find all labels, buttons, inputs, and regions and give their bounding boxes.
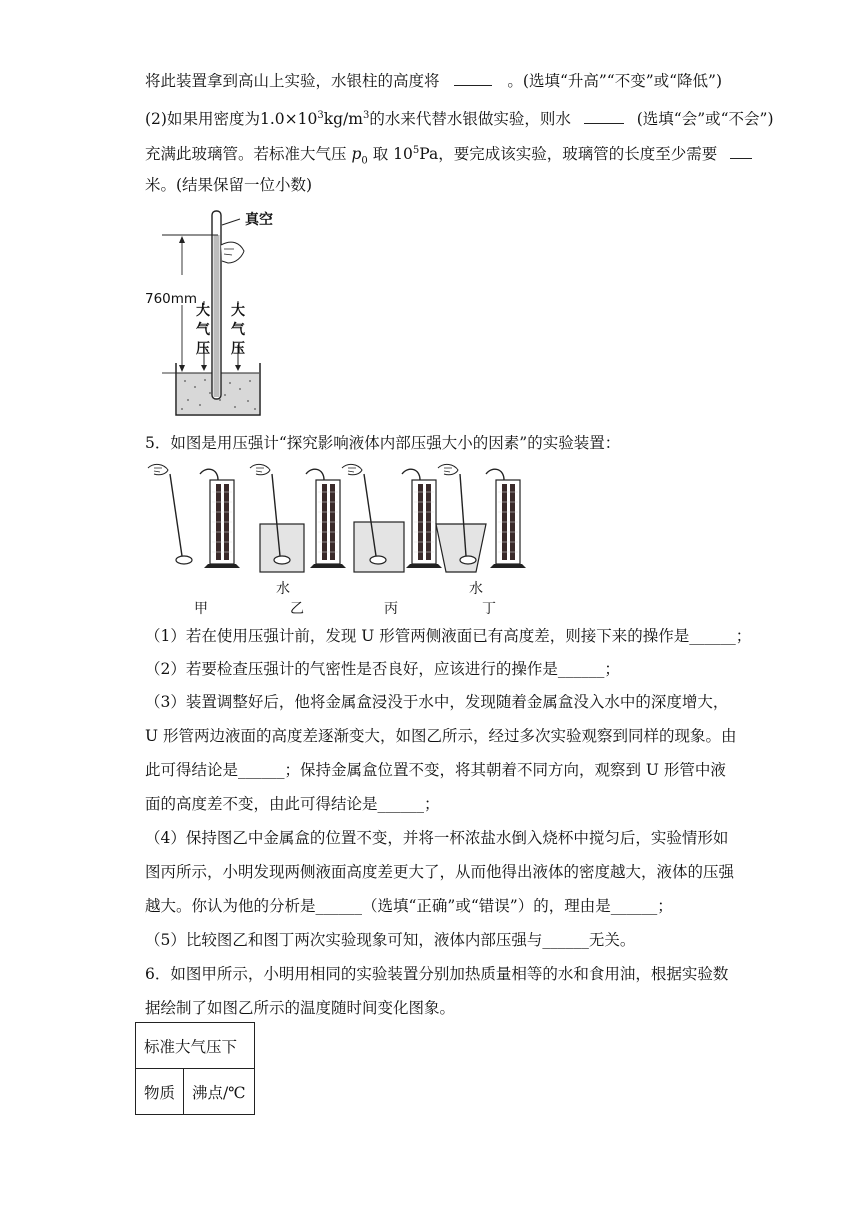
height-label: 760mm [145, 291, 198, 307]
q5-item-5: （5）比较图乙和图丁两次实验现象可知，液体内部压强与______无关。 [145, 931, 636, 949]
water-label-ding: 水 [469, 581, 483, 597]
q5-title: 5．如图是用压强计“探究影响液体内部压强大小的因素”的实验装置： [145, 434, 621, 452]
q5-item-3d: 面的高度差不变，由此可得结论是______； [145, 795, 440, 813]
water-label-yi: 水 [276, 581, 290, 597]
table-col-boiling-point: 沸点/℃ [184, 1069, 255, 1115]
q5-item-4c: 越大。你认为他的分析是______（选填“正确”或“错误”）的，理由是______； [145, 897, 673, 915]
figure-label-jia: 甲 [194, 601, 208, 617]
q5-item-3c: 此可得结论是______；保持金属盒位置不变，将其朝着不同方向，观察到 U 形管中液 [145, 761, 726, 779]
q5-item-4a: （4）保持图乙中金属盒的位置不变，并将一杯浓盐水倒入烧杯中搅匀后，实验情形如 [145, 829, 729, 847]
q4-line-2: (2)如果用密度为$1.0\times 10^3kg/m^3$的水来代替水银做实验，则水 (选填“会”或“不会”) [145, 110, 774, 129]
answer-blank[interactable] [454, 71, 492, 86]
figure-label-bing: 丙 [384, 601, 398, 617]
q5-item-2: （2）若要检查压强计的气密性是否良好，应该进行的操作是______； [145, 660, 620, 678]
atm-label-right: 大 气 压 [231, 303, 245, 357]
torricelli-figure [140, 205, 290, 417]
q5-item-3a: （3）装置调整好后，他将金属盒浸没于水中，发现随着金属盒没入水中的深度增大， [145, 693, 729, 711]
answer-blank[interactable] [730, 144, 752, 159]
q6-line-1: 6．如图甲所示，小明用相同的实验装置分别加热质量相等的水和食用油，根据实验数 [145, 965, 729, 983]
table-col-substance: 物质 [136, 1069, 184, 1115]
manometer-figures [140, 460, 540, 578]
figure-label-yi: 乙 [290, 601, 304, 617]
q5-item-3b: U 形管两边液面的高度差逐渐变大，如图乙所示，经过多次实验观察到同样的现象。由 [145, 727, 737, 745]
vacuum-label: 真空 [245, 212, 273, 228]
figure-label-ding: 丁 [482, 601, 496, 617]
answer-blank[interactable] [584, 109, 624, 124]
q6-line-2: 据绘制了如图乙所示的温度随时间变化图象。 [145, 999, 456, 1017]
q5-item-1: （1）若在使用压强计前，发现 U 形管两侧液面已有高度差，则接下来的操作是______； [145, 627, 752, 645]
table-header: 标准大气压下 [136, 1023, 255, 1069]
q4-line-3: 充满此玻璃管。若标准大气压 $p_0$ 取 $10^5Pa$，要完成该实验，玻璃管的长度至少需要 [145, 141, 752, 171]
q4-line-1: 将此装置拿到高山上实验，水银柱的高度将 。(选填“升高”“不变”或“降低”) [145, 72, 723, 90]
q5-item-4b: 图丙所示，小明发现两侧液面高度差更大了，从而他得出液体的密度越大，液体的压强 [145, 863, 735, 881]
q4-line-4: 米。(结果保留一位小数) [145, 176, 313, 194]
atm-label-left: 大 气 压 [196, 303, 210, 357]
boiling-point-table [135, 1022, 255, 1115]
